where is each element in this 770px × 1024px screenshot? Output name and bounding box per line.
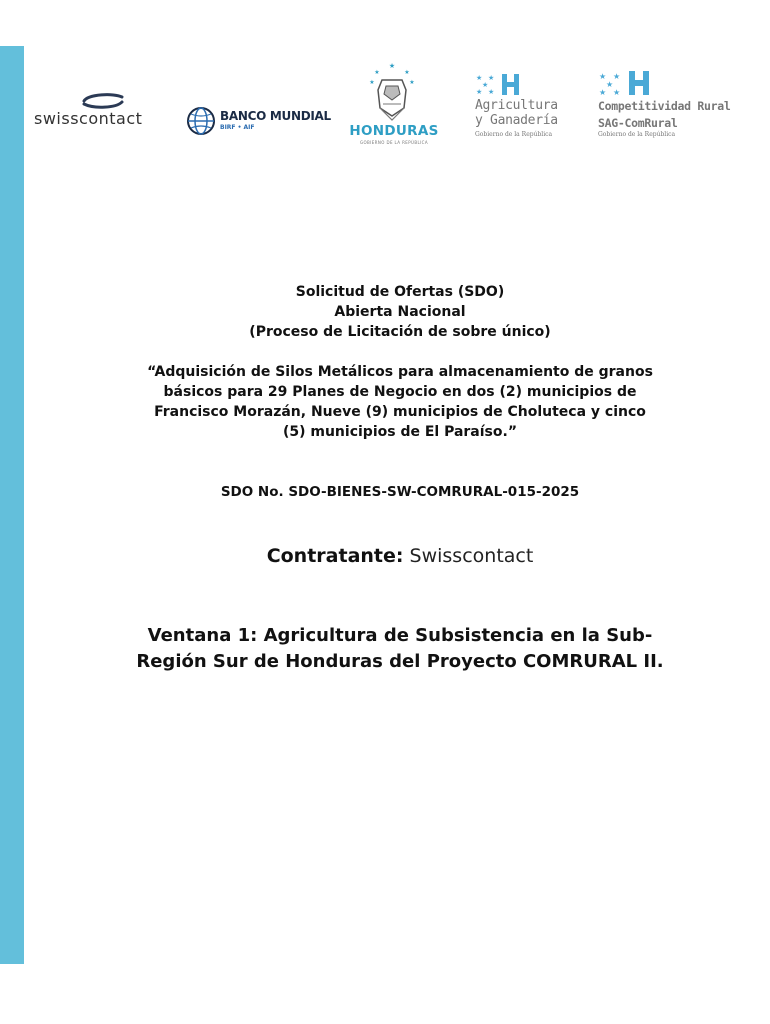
competitividad-line1: Competitividad Rural (598, 99, 731, 113)
header-line-1: Solicitud de Ofertas (SDO) (295, 284, 505, 300)
banco-mundial-title: BANCO MUNDIAL (220, 109, 331, 123)
logo-header (0, 0, 770, 160)
title-line-1: “Adquisición de Silos Metálicos para almacenamiento de granos (147, 364, 653, 380)
competitividad-rural-logo (597, 68, 769, 140)
svg-text:★: ★ (476, 74, 483, 82)
svg-text:★: ★ (488, 74, 495, 82)
title-line-4: (5) municipios de El Paraíso.” (282, 424, 518, 440)
agricultura-line1: Agricultura (475, 98, 558, 113)
svg-text:★: ★ (488, 88, 495, 96)
banco-mundial-logo (186, 104, 336, 138)
svg-text:★: ★ (404, 69, 410, 76)
svg-text:★: ★ (388, 62, 396, 70)
svg-text:★: ★ (409, 79, 415, 86)
header-line-2: Abierta Nacional (334, 304, 466, 320)
ventana-heading (60, 623, 740, 675)
svg-text:★: ★ (599, 72, 607, 81)
title-line-3: Francisco Morazán, Nueve (9) municipios de Choluteca y cinco (154, 404, 646, 420)
svg-text:★: ★ (606, 80, 614, 89)
side-accent-bar (0, 46, 24, 964)
competitividad-gob: Gobierno de la República (598, 131, 676, 138)
ventana-line-2: Región Sur de Honduras del Proyecto COMRURAL II. (136, 651, 664, 672)
svg-text:★: ★ (482, 81, 489, 89)
sdo-number: SDO No. SDO-BIENES-SW-COMRURAL-015-2025 (220, 484, 580, 500)
honduras-sub: GOBIERNO DE LA REPÚBLICA (359, 140, 429, 145)
svg-text:★: ★ (599, 88, 607, 96)
stars-h-emblem-icon (597, 68, 677, 96)
document-title (60, 362, 740, 442)
honduras-logo (342, 60, 446, 150)
document-header (60, 282, 740, 342)
contratante-label: Contratante: (266, 545, 404, 567)
agricultura-line2: y Ganadería (475, 113, 558, 128)
ventana-line-1: Ventana 1: Agricultura de Subsistencia en la Sub- (147, 625, 653, 646)
svg-text:★: ★ (613, 88, 621, 96)
svg-text:★: ★ (369, 79, 375, 86)
svg-text:★: ★ (476, 88, 483, 96)
title-line-2: básicos para 29 Planes de Negocio en dos (2) municipios de (163, 384, 637, 400)
stars-h-emblem-icon (474, 70, 534, 98)
globe-icon (186, 106, 216, 136)
header-line-3: (Proceso de Licitación de sobre único) (249, 324, 551, 340)
svg-text:★: ★ (613, 72, 621, 81)
swisscontact-logo (34, 92, 169, 132)
agricultura-gob: Gobierno de la República (475, 131, 553, 138)
banco-mundial-sub: BIRF • AIF (220, 124, 255, 131)
svg-text:★: ★ (374, 69, 380, 76)
contratante-value: Swisscontact (409, 545, 534, 567)
swisscontact-wordmark: swisscontact (34, 109, 143, 128)
contratante-line (60, 545, 740, 567)
competitividad-line2: SAG-ComRural (598, 116, 678, 130)
honduras-coat-of-arms-icon (342, 60, 446, 122)
honduras-wordmark: HONDURAS (349, 123, 439, 139)
swisscontact-swoosh-icon (34, 92, 169, 110)
agricultura-ganaderia-logo (474, 70, 589, 140)
